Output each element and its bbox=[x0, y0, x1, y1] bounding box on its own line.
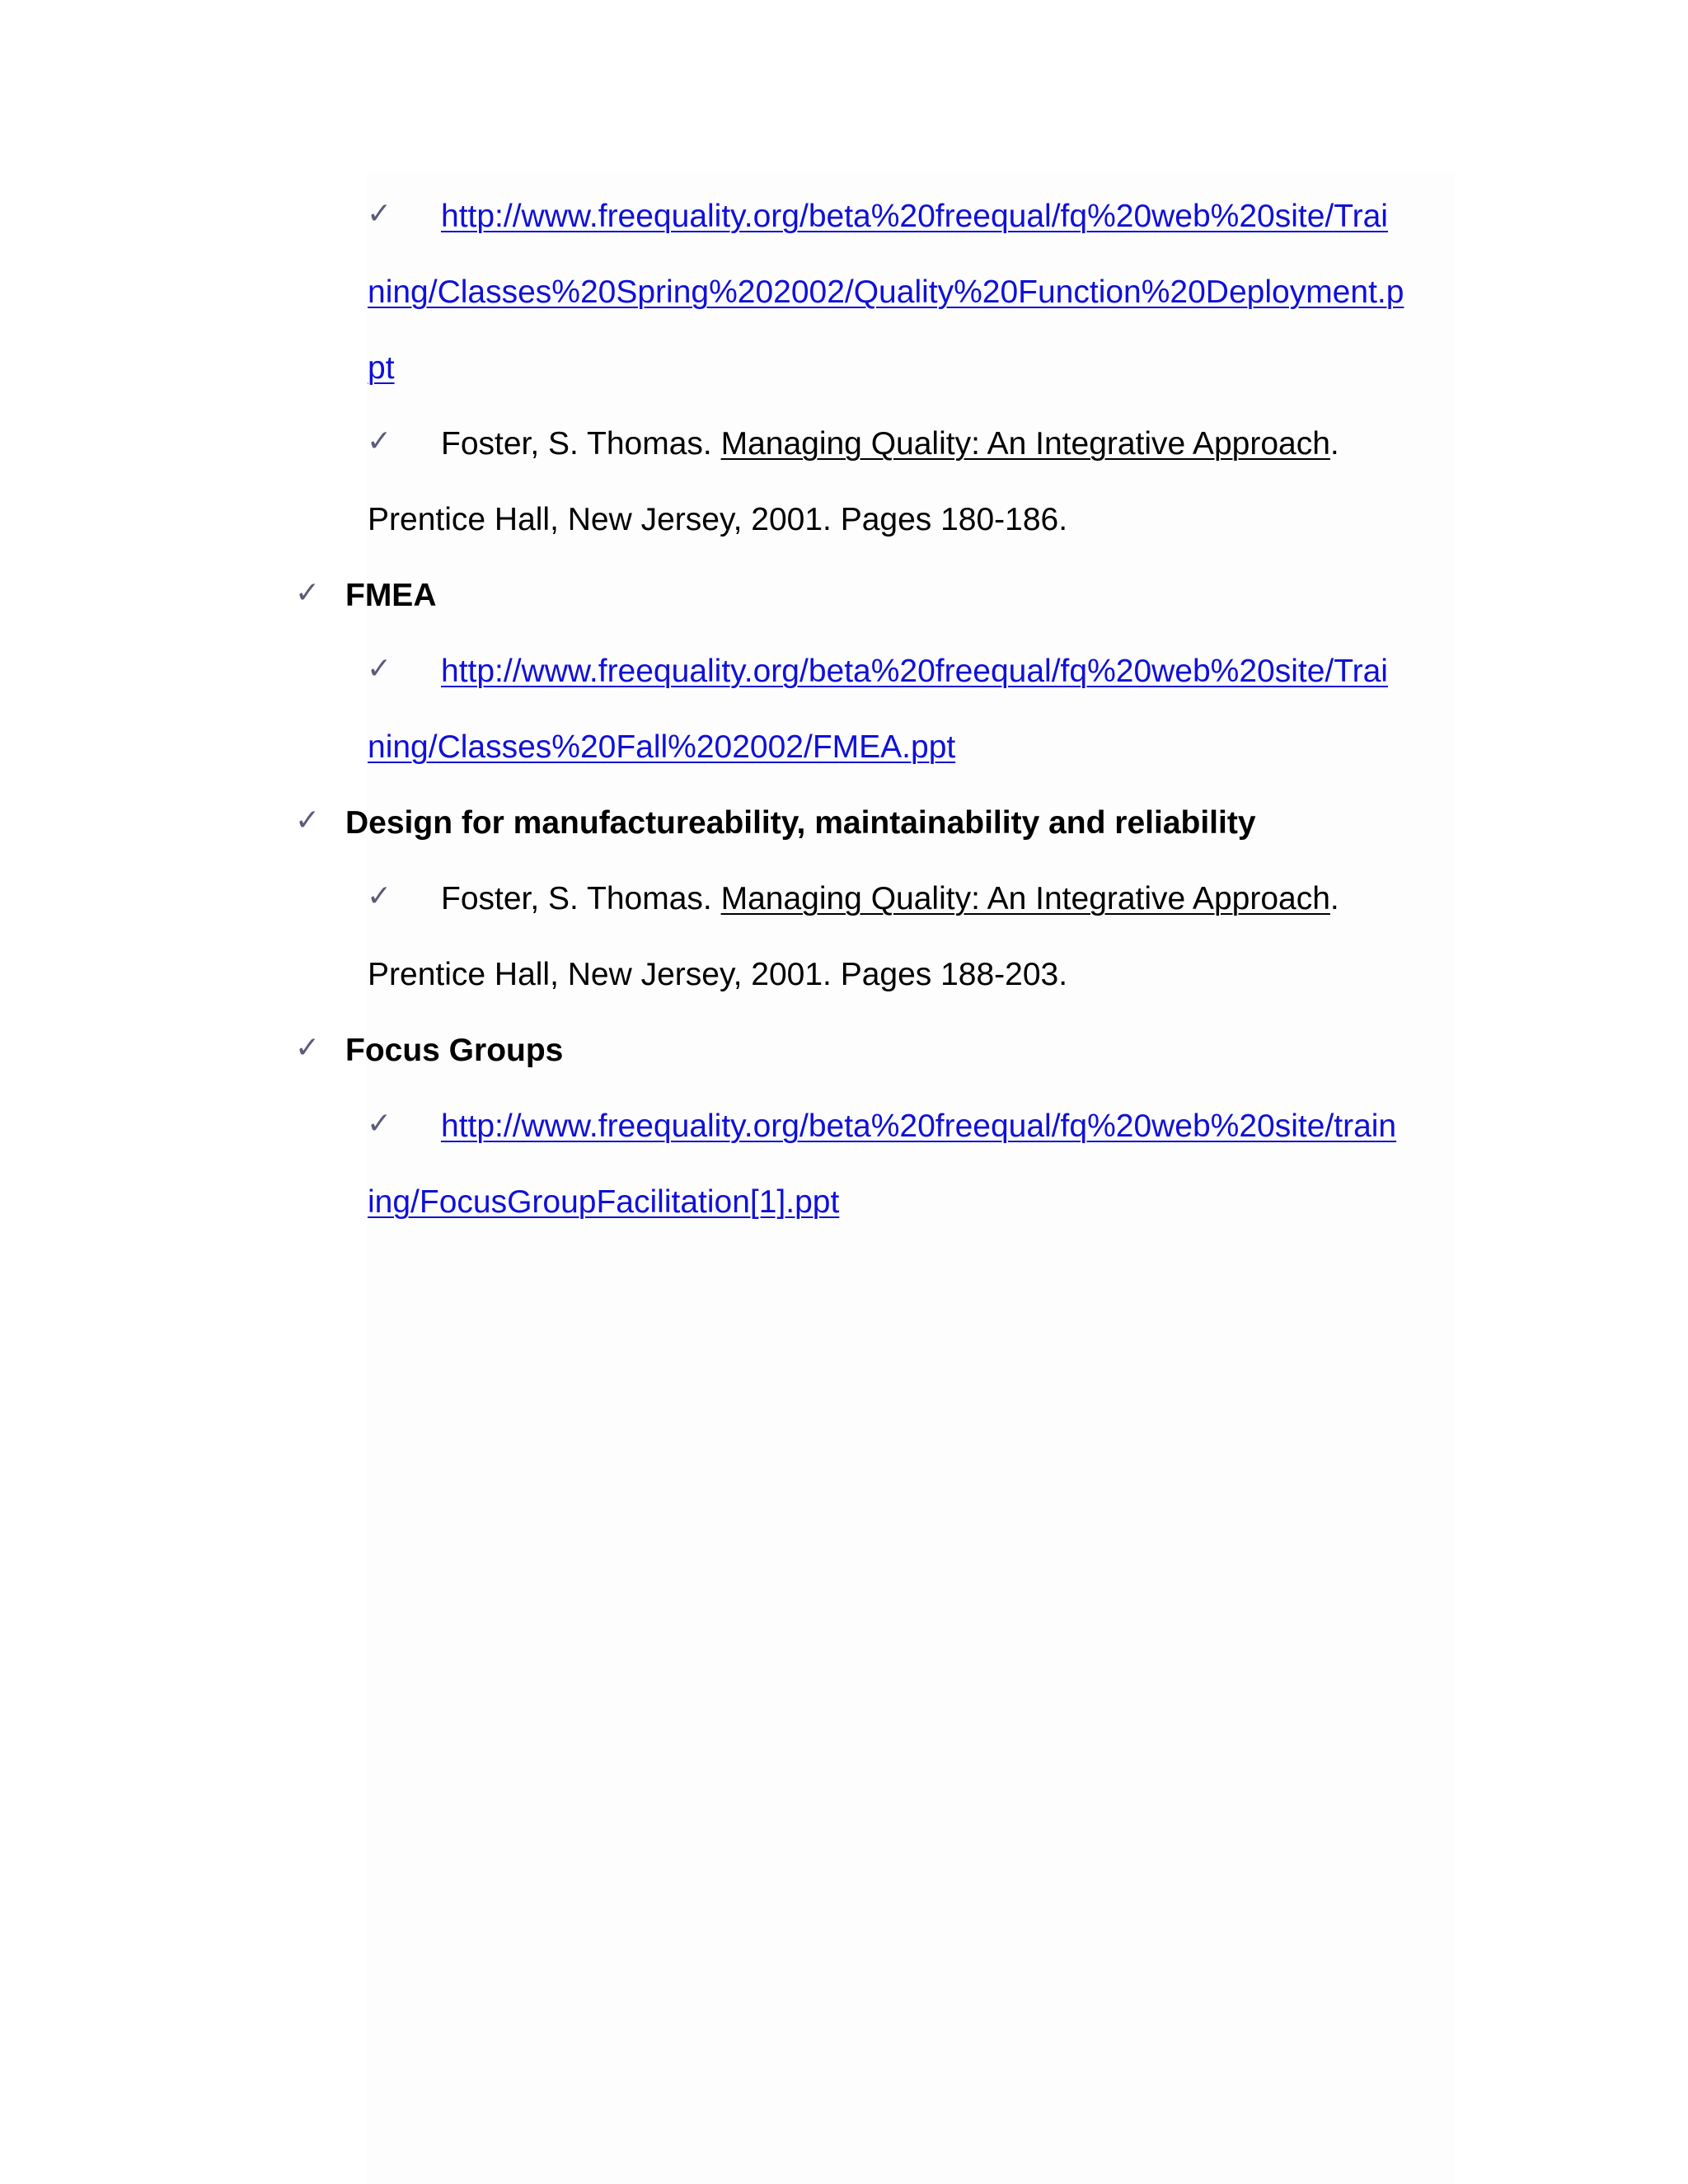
focus-link-line-1[interactable]: http://www.freequality.org/beta%20freequal/fq%20web%20site/train bbox=[441, 1108, 1397, 1144]
check-icon: ✓ bbox=[295, 576, 321, 610]
reference-author: Foster, S. Thomas. bbox=[441, 881, 721, 916]
design-reference-line-2: Prentice Hall, New Jersey, 2001. Pages 188-203. bbox=[368, 957, 1068, 992]
focus-link-line-2[interactable]: ing/FocusGroupFacilitation[1].ppt bbox=[368, 1184, 840, 1220]
fmea-link-line-1[interactable]: http://www.freequality.org/beta%20freequal/fq%20web%20site/Trai bbox=[441, 654, 1388, 689]
qfd-link-line-3[interactable]: pt bbox=[368, 350, 395, 386]
reference-author: Foster, S. Thomas. bbox=[441, 426, 721, 462]
check-icon: ✓ bbox=[367, 1107, 392, 1141]
check-icon: ✓ bbox=[367, 652, 392, 686]
design-reference-line-1 bbox=[441, 880, 1339, 918]
focus-groups-heading: Focus Groups bbox=[345, 1033, 564, 1068]
fmea-heading: FMEA bbox=[345, 578, 437, 613]
reference-book-title: Managing Quality: An Integrative Approach bbox=[720, 426, 1330, 462]
check-icon: ✓ bbox=[295, 1031, 321, 1065]
design-heading: Design for manufactureability, maintainability and reliability bbox=[345, 805, 1256, 841]
qfd-reference-line-2: Prentice Hall, New Jersey, 2001. Pages 180-186. bbox=[368, 502, 1068, 537]
check-icon: ✓ bbox=[295, 804, 321, 837]
reference-period: . bbox=[1329, 881, 1339, 916]
check-icon: ✓ bbox=[367, 424, 392, 458]
check-icon: ✓ bbox=[367, 197, 392, 231]
fmea-link-line-2[interactable]: ning/Classes%20Fall%202002/FMEA.ppt bbox=[368, 729, 956, 765]
qfd-reference-line-1 bbox=[441, 425, 1339, 463]
page-shading bbox=[367, 173, 1455, 2184]
qfd-link-line-2[interactable]: ning/Classes%20Spring%202002/Quality%20Function%20Deployment.p bbox=[368, 274, 1404, 310]
reference-period: . bbox=[1329, 426, 1339, 462]
qfd-link-line-1[interactable]: http://www.freequality.org/beta%20freequal/fq%20web%20site/Trai bbox=[441, 199, 1388, 234]
check-icon: ✓ bbox=[367, 879, 392, 913]
reference-book-title: Managing Quality: An Integrative Approach bbox=[720, 881, 1330, 916]
